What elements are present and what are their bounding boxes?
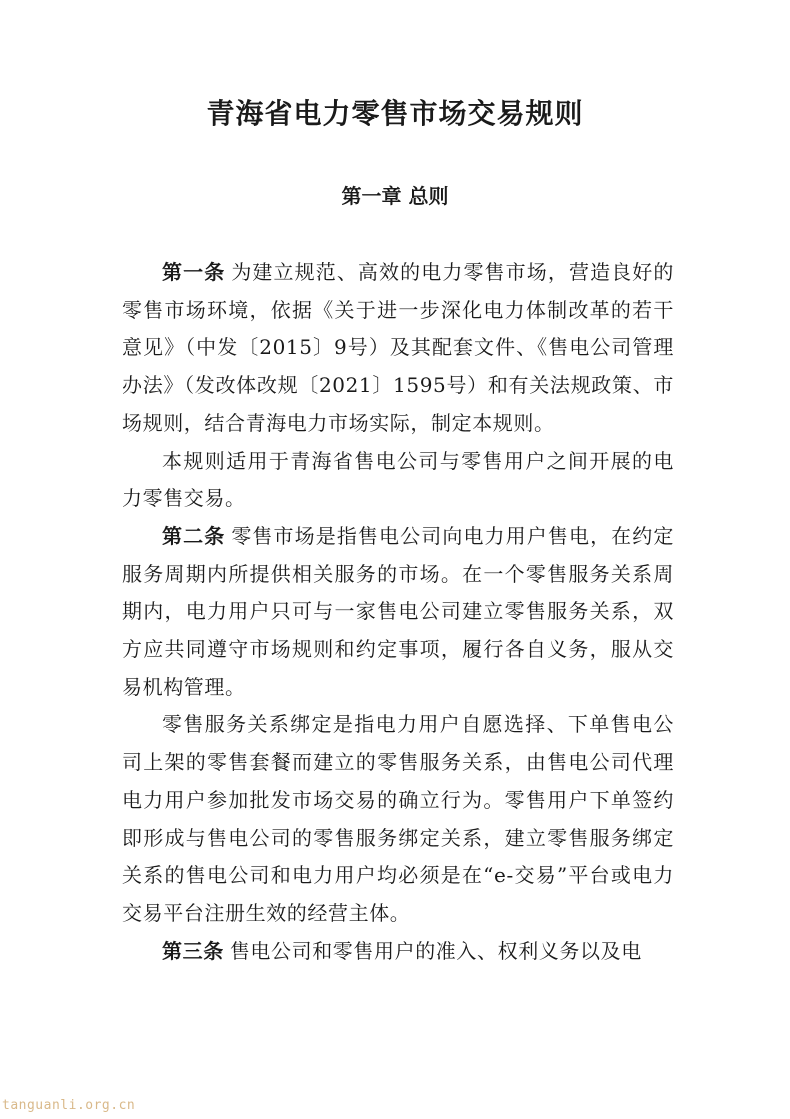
document-body [122, 254, 674, 970]
paragraph-text: 售电公司和零售用户的准入、权利义务以及电 [229, 938, 642, 963]
paragraph-text: 本规则适用于青海省售电公司与零售用户之间开展的电力零售交易。 [122, 448, 674, 511]
article-label: 第三条 [162, 938, 224, 963]
chapter-heading: 第一章 总则 [341, 184, 449, 208]
paragraph-text: 为建立规范、高效的电力零售市场，营造良好的零售市场环境，依据《关于进一步深化电力体制改革的若干意见》（中发〔2015〕9号）及其配套文件、《售电公司管理办法》（发改体改规〔2021〕1595号）和有关法规政策、市场规则，结合青海电力市场实际，制定本规则。 [122, 260, 674, 435]
paragraph-text: 零售市场是指售电公司向电力用户售电，在约定服务周期内所提供相关服务的市场。在一个零售服务关系周期内，电力用户只可与一家售电公司建立零售服务关系，双方应共同遵守市场规则和约定事项，履行各自义务，服从交易机构管理。 [122, 523, 674, 699]
paragraph [122, 706, 674, 932]
article-label: 第二条 [162, 523, 226, 548]
article-label: 第一条 [162, 260, 226, 284]
site-watermark: tanguanli.org.cn [2, 1098, 136, 1113]
paragraph-text: 零售服务关系绑定是指电力用户自愿选择、下单售电公司上架的零售套餐而建立的零售服务关系，由售电公司代理电力用户参加批发市场交易的确立行为。零售用户下单签约即形成与售电公司的零售服务绑定关系，建立零售服务绑定关系的售电公司和电力用户均必须是在“e-交易”平台或电力交易平台注册生效的经营主体。 [122, 712, 674, 925]
article-paragraph [122, 254, 674, 443]
paragraph [122, 443, 674, 518]
document-title: 青海省电力零售市场交易规则 [206, 97, 584, 130]
article-paragraph [122, 933, 674, 971]
article-paragraph [122, 518, 674, 707]
